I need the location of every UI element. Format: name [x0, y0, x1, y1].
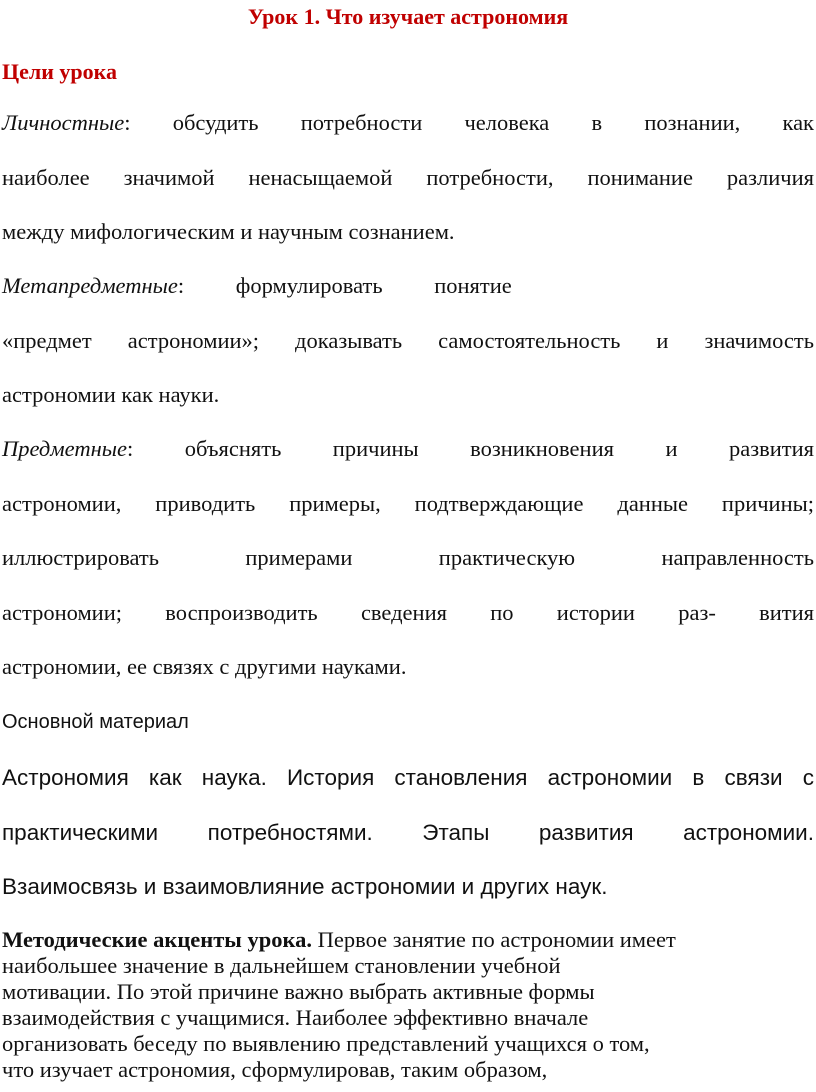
metasubject-goals-line: Метапредметные: формулировать понятие — [2, 273, 512, 298]
personal-goals — [2, 96, 814, 260]
methodical-line: взаимодействия с учащимися. Наиболее эффективно вначале — [2, 1005, 589, 1030]
subject-goals-line: астрономии, приводить примеры, подтверждающие данные причины; — [2, 490, 814, 516]
methodical-line: Методические акценты урока. Первое занятие по астрономии имеет — [2, 927, 676, 952]
subject-label: Предметные — [2, 436, 127, 461]
goals-heading: Цели урока — [2, 59, 117, 84]
main-material-heading: Основной материал — [2, 711, 189, 733]
methodical-lead: Методические акценты урока. — [2, 927, 312, 952]
metasubject-label: Метапредметные — [2, 273, 178, 298]
methodical-line: что изучает астрономия, сформулировав, таким образом, — [2, 1057, 548, 1082]
main-material-line: практическими потребностями. Этапы развития астрономии. — [2, 819, 814, 845]
personal-goals-line: Личностные: обсудить потребности человека в познании, как — [2, 110, 814, 135]
metasubject-goals-line: «предмет астрономии»; доказывать самостоятельность и значимость — [2, 327, 814, 353]
personal-label: Личностные — [2, 110, 125, 135]
subject-goals-line: астрономии, ее связях с другими науками. — [2, 654, 407, 679]
personal-goals-line: между мифологическим и научным сознанием. — [2, 219, 455, 244]
methodical-line: организовать беседу по выявлению представлений учащихся о том, — [2, 1031, 650, 1056]
main-material-line: Астрономия как наука. История становления астрономии в связи с — [2, 765, 814, 790]
metasubject-goals-line: астрономии как науки. — [2, 382, 220, 407]
subject-goals-line: астрономии; воспроизводить сведения по истории раз- вития — [2, 599, 814, 625]
subject-goals-line: иллюстрировать примерами практическую направленность — [2, 545, 814, 570]
methodical-line: наибольшее значение в дальнейшем становлении учебной — [2, 953, 561, 978]
methodical-line: мотивации. По этой причине важно выбрать активные формы — [2, 979, 595, 1004]
subject-goals — [2, 422, 814, 695]
lesson-title: Урок 1. Что изучает астрономия — [247, 4, 569, 29]
metasubject-goals — [2, 259, 814, 423]
main-material — [2, 751, 814, 915]
main-material-line: Взаимосвязь и взаимовлияние астрономии и других наук. — [2, 874, 608, 899]
methodical-accents — [2, 927, 814, 1083]
personal-goals-line: наиболее значимой ненасыщаемой потребности, понимание различия — [2, 164, 814, 190]
subject-goals-line: Предметные: объяснять причины возникновения и развития — [2, 436, 814, 461]
